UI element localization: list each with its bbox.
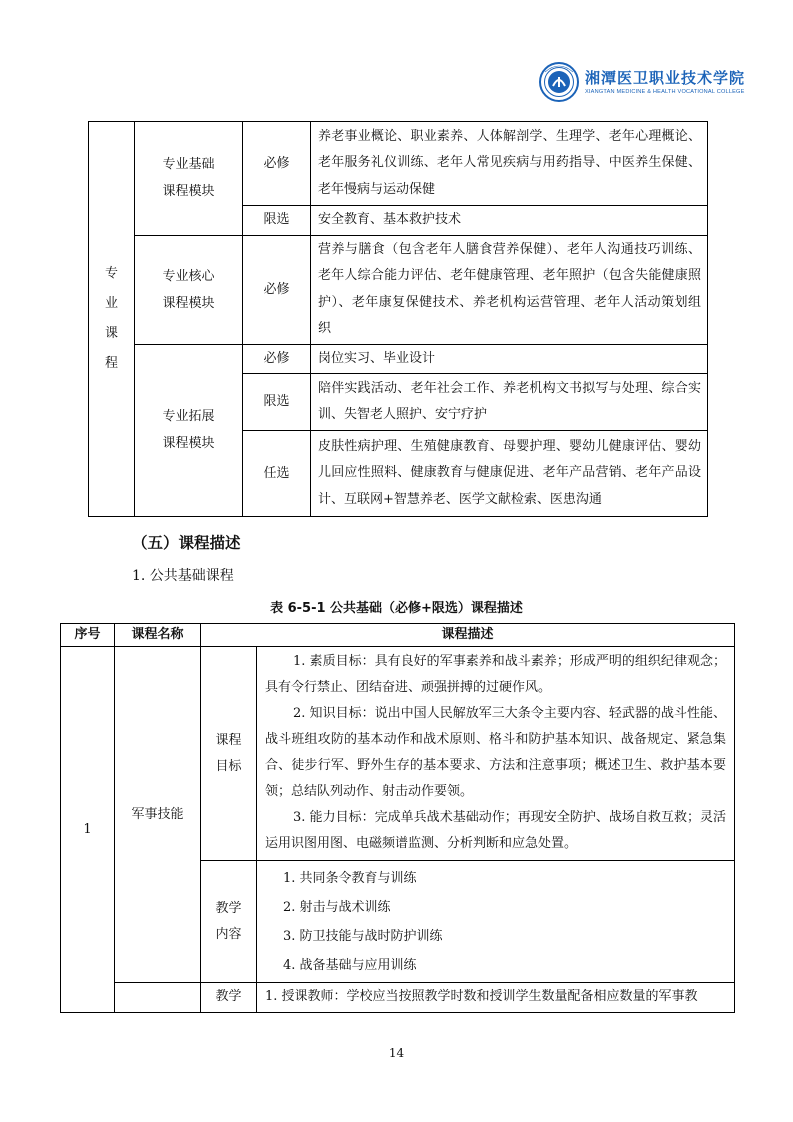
- module-name: 专业拓展 课程模块: [135, 344, 243, 517]
- course-type: 必修: [243, 235, 311, 344]
- category-char: 程: [104, 356, 118, 371]
- course-type: 必修: [243, 122, 311, 206]
- goal-knowledge: 2. 知识目标：说出中国人民解放军三大条令主要内容、轻武器的战斗性能、战斗班组攻防的基本动作和战术原则、格斗和防护基本知识、战备规定、紧急集合、徒步行军、野外生存的基本要求、方法和注意事项；概述卫生、救护基本要领；总结队列动作、射击动作要领。: [265, 706, 726, 799]
- goal-quality: 1. 素质目标：具有良好的军事素养和战斗素养；形成严明的组织纪律观念；具有令行禁止、团结奋进、顽强拼搏的过硬作风。: [265, 654, 726, 695]
- list-item: 4. 战备基础与应用训练: [283, 958, 417, 973]
- college-logo: [539, 62, 749, 104]
- table-caption: 表 6-5-1 公共基础（必修+限选）课程描述: [270, 601, 523, 616]
- college-name-cn: 湘潭医卫职业技术学院: [585, 69, 746, 87]
- course-description-table: [60, 623, 735, 1013]
- course-list: 营养与膳食（包含老年人膳食营养保健）、老年人沟通技巧训练、老年人综合能力评估、老年健康管理、老年照护（包含失能健康照护）、老年康复保健技术、养老机构运营管理、老年人活动策划组织: [311, 235, 708, 344]
- course-list: 养老事业概论、职业素养、人体解剖学、生理学、老年心理概论、老年服务礼仪训练、老年人常见疾病与用药指导、中医养生保健、老年慢病与运动保健: [311, 122, 708, 206]
- category-cell: [89, 122, 135, 517]
- course-goals: [257, 647, 735, 861]
- category-char: 专: [104, 266, 118, 281]
- course-type: 任选: [243, 431, 311, 517]
- teaching-content: [257, 861, 735, 983]
- module-name: 专业基础 课程模块: [135, 122, 243, 236]
- course-list: 安全教育、基本救护技术: [311, 206, 708, 236]
- course-type: 必修: [243, 344, 311, 374]
- course-type: 限选: [243, 374, 311, 431]
- category-char: 课: [104, 326, 118, 341]
- goal-label: 课程 目标: [201, 647, 257, 861]
- college-emblem-icon: [539, 62, 579, 102]
- course-list: 皮肤性病护理、生殖健康教育、母婴护理、婴幼儿健康评估、婴幼儿回应性照料、健康教育与健康促进、老年产品营销、老年产品设计、互联网+智慧养老、医学文献检索、医患沟通: [311, 431, 708, 517]
- course-list: 岗位实习、毕业设计: [311, 344, 708, 374]
- page-number: 14: [388, 1046, 405, 1060]
- module-name: 专业核心 课程模块: [135, 235, 243, 344]
- requirement-text: 1. 授课教师：学校应当按照教学时数和授训学生数量配备相应数量的军事教: [257, 983, 735, 1013]
- section-heading: （五）课程描述: [132, 534, 241, 552]
- list-item: 3. 防卫技能与战时防护训练: [283, 929, 443, 944]
- college-name-en: XIANGTAN MEDICINE & HEALTH VOCATIONAL COLLEGE: [585, 89, 745, 95]
- goal-ability: 3. 能力目标：完成单兵战术基础动作；再现安全防护、战场自救互救；灵活运用识图用图、电磁频谱监测、分析判断和应急处置。: [265, 810, 726, 851]
- course-structure-table: [88, 121, 708, 517]
- requirement-label: 教学: [201, 983, 257, 1013]
- sub-heading: 1. 公共基础课程: [132, 568, 234, 584]
- row-number: 1: [61, 647, 115, 1013]
- header-desc: 课程描述: [201, 624, 735, 647]
- list-item: 1. 共同条令教育与训练: [283, 871, 417, 886]
- course-list: 陪伴实践活动、老年社会工作、养老机构文书拟写与处理、综合实训、失智老人照护、安宁疗护: [311, 374, 708, 431]
- content-label: 教学 内容: [201, 861, 257, 983]
- course-type: 限选: [243, 206, 311, 236]
- category-char: 业: [104, 296, 118, 311]
- course-name: 军事技能: [115, 647, 201, 983]
- list-item: 2. 射击与战术训练: [283, 900, 391, 915]
- header-name: 课程名称: [115, 624, 201, 647]
- header-no: 序号: [61, 624, 115, 647]
